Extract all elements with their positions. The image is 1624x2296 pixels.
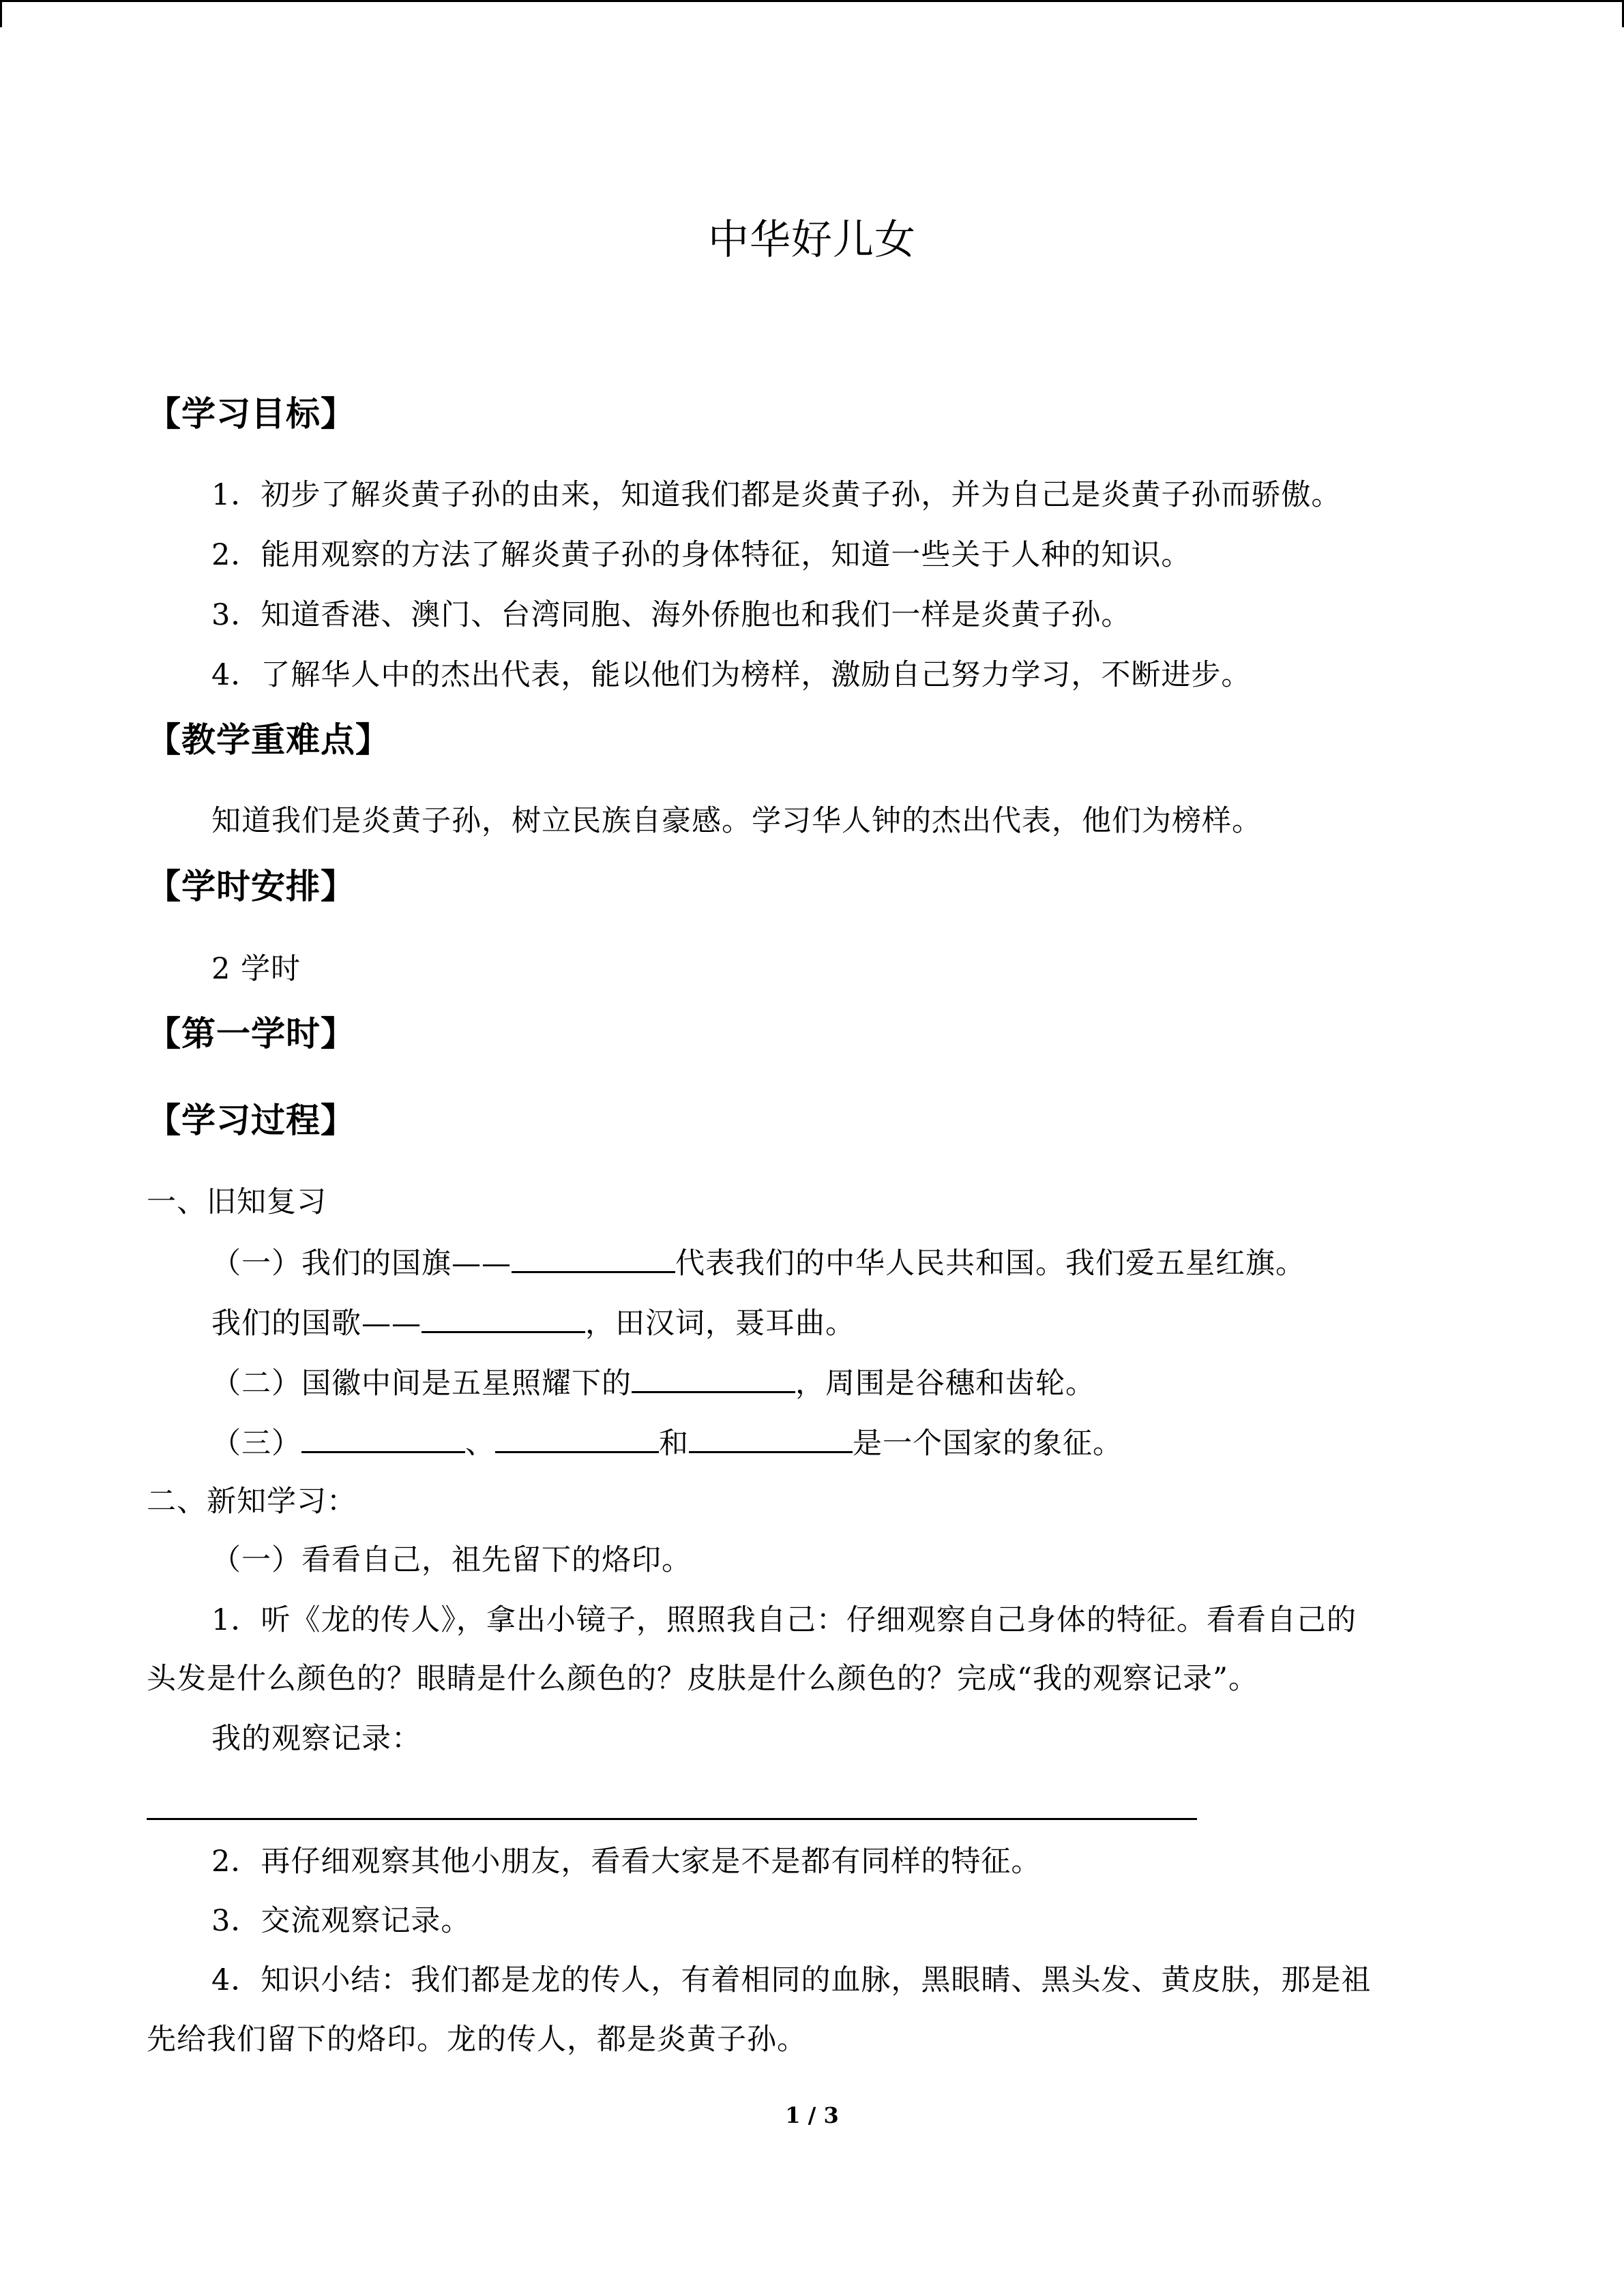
new-learning-item4-line1: 4．知识小结：我们都是龙的传人，有着相同的血脉，黑眼睛、黑头发、黄皮肤，那是祖 xyxy=(211,1963,1372,1997)
first-lesson-heading: 【第一学时】 xyxy=(147,1014,355,1054)
review-q1-flag-post: 代表我们的中华人民共和国。我们爱五星红旗。 xyxy=(675,1247,1305,1281)
objective-item-4: 4．了解华人中的杰出代表，能以他们为榜样，激励自己努力学习，不断进步。 xyxy=(211,658,1252,692)
review-q3-sep1: 、 xyxy=(465,1427,495,1461)
schedule-text: 2 学时 xyxy=(211,952,301,986)
new-learning-item1-line1: 1．听《龙的传人》，拿出小镜子，照照我自己：仔细观察自己身体的特征。看看自己的 xyxy=(211,1603,1357,1637)
new-learning-sub1: （一）看看自己，祖先留下的烙印。 xyxy=(211,1543,692,1577)
objective-item-1: 1．初步了解炎黄子孙的由来，知道我们都是炎黄子孙，并为自己是炎黄子孙而骄傲。 xyxy=(211,478,1342,512)
new-learning-item1-line2: 头发是什么颜色的？眼睛是什么颜色的？皮肤是什么颜色的？完成“我的观察记录”。 xyxy=(147,1662,1258,1696)
review-q1-flag-pre: （一）我们的国旗—— xyxy=(211,1247,512,1281)
fill-blank-anthem[interactable] xyxy=(422,1301,585,1333)
keypoints-heading: 【教学重难点】 xyxy=(147,720,390,760)
new-learning-item4-line2: 先给我们留下的烙印。龙的传人，都是炎黄子孙。 xyxy=(147,2023,807,2057)
review-heading: 一、旧知复习 xyxy=(147,1185,327,1219)
fill-blank-symbol-2[interactable] xyxy=(495,1421,659,1453)
fill-blank-symbol-1[interactable] xyxy=(301,1421,465,1453)
review-q3-symbols xyxy=(211,1421,1123,1464)
fill-blank-flag[interactable] xyxy=(512,1241,675,1273)
schedule-heading: 【学时安排】 xyxy=(147,867,355,906)
review-q3-pre: （三） xyxy=(211,1427,301,1461)
new-learning-item2: 2．再仔细观察其他小朋友，看看大家是不是都有同样的特征。 xyxy=(211,1845,1042,1879)
review-q1-anthem-pre: 我们的国歌—— xyxy=(211,1307,422,1341)
review-q2-emblem xyxy=(211,1361,1095,1404)
review-q2-pre: （二）国徽中间是五星照耀下的 xyxy=(211,1367,632,1401)
review-q3-sep2: 和 xyxy=(659,1427,689,1461)
keypoints-text: 知道我们是炎黄子孙，树立民族自豪感。学习华人钟的杰出代表，他们为榜样。 xyxy=(211,804,1262,838)
new-learning-heading: 二、新知学习： xyxy=(147,1485,357,1519)
observation-record-label: 我的观察记录： xyxy=(211,1722,422,1756)
review-q1-flag xyxy=(211,1241,1305,1284)
objective-item-2: 2．能用观察的方法了解炎黄子孙的身体特征，知道一些关于人种的知识。 xyxy=(211,538,1192,572)
page-top-border xyxy=(0,0,1624,2)
objective-item-3: 3．知道香港、澳门、台湾同胞、海外侨胞也和我们一样是炎黄子孙。 xyxy=(211,598,1132,632)
page-number: 1 / 3 xyxy=(785,2102,839,2128)
page-title: 中华好儿女 xyxy=(708,216,916,264)
observation-record-line[interactable] xyxy=(147,1818,1197,1820)
review-q3-post: 是一个国家的象征。 xyxy=(853,1427,1123,1461)
new-learning-item3: 3．交流观察记录。 xyxy=(211,1904,471,1938)
review-q2-post: ，周围是谷穗和齿轮。 xyxy=(795,1367,1095,1401)
review-q1-anthem xyxy=(211,1301,855,1344)
fill-blank-symbol-3[interactable] xyxy=(689,1421,853,1453)
process-heading: 【学习过程】 xyxy=(147,1101,355,1140)
review-q1-anthem-post: ，田汉词，聂耳曲。 xyxy=(585,1307,855,1341)
objectives-heading: 【学习目标】 xyxy=(147,394,355,434)
fill-blank-emblem[interactable] xyxy=(632,1361,795,1393)
page-left-border xyxy=(0,0,2,27)
